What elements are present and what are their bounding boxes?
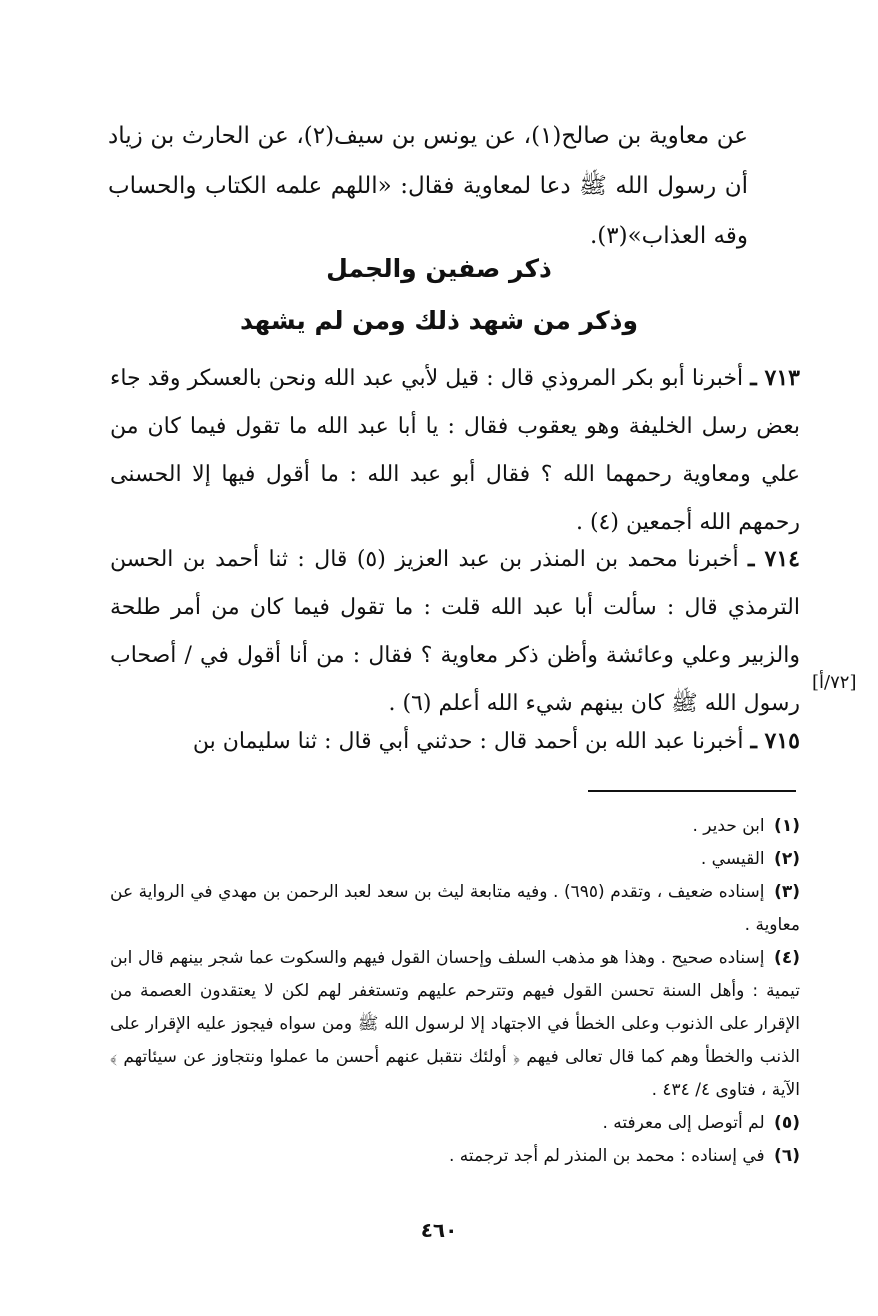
- footnotes: [110, 810, 800, 1173]
- footnote-5: [110, 1107, 800, 1140]
- footnote-text: إسناده صحيح . وهذا هو مذهب السلف وإحسان القول فيهم والسكوت عما شجر بينهم قال ابن تيمية : وأهل السنة تحسن القول فيهم وتترحم عليهم وتستغفر لهم لكن لا يعتقدون العصمة من الإقرار على الذنوب وعلى الخطأ في الاجتهاد إلا لرسول الله ﷺ ومن سواه فيجوز عليه الإقرار على الذنب والخطأ وهم كما قال تعالى فيهم ﴿ أولئك نتقبل عنهم أحسن ما عملوا ونتجاوز عن سيئاتهم ﴾ الآية ، فتاوى ٤/ ٤٣٤ .: [110, 948, 800, 1100]
- hadith-713: [110, 354, 800, 547]
- hadith-number: ٧١٥ ـ: [750, 728, 800, 754]
- hadith-714: [110, 535, 800, 728]
- footnote-text: في إسناده : محمد بن المنذر لم أجد ترجمته .: [448, 1146, 765, 1166]
- hadith-text: أخبرنا عبد الله بن أحمد قال : حدثني أبي قال : ثنا سليمان بن: [192, 729, 744, 754]
- footnote-label: (١): [774, 816, 800, 836]
- intro-paragraph: عن معاوية بن صالح(١)، عن يونس بن سيف(٢)، عن الحارث بن زياد أن رسول الله ﷺ دعا لمعاوية فقال: «اللهم علمه الكتاب والحساب وقه العذاب»(٣).: [108, 123, 749, 249]
- hadith-text: أخبرنا أبو بكر المروذي قال : قيل لأبي عبد الله ونحن بالعسكر وقد جاء بعض رسل الخليفة وهو يعقوب فقال : يا أبا عبد الله ما تقول فيما كان من علي ومعاوية رحمهما الله ؟ فقال أبو عبد الله : ما أقول فيها إلا الحسنى رحمهم الله أجمعين (٤) .: [110, 366, 800, 535]
- footnote-text: إسناده ضعيف ، وتقدم (٦٩٥) . وفيه متابعة ليث بن سعد لعبد الرحمن بن مهدي في الرواية عن معاوية .: [110, 882, 800, 935]
- footnote-label: (٥): [774, 1113, 800, 1133]
- footnote-text: لم أتوصل إلى معرفته .: [602, 1113, 765, 1133]
- footnote-text: ابن حدير .: [692, 816, 765, 836]
- hadith-number: ٧١٤ ـ: [747, 546, 800, 572]
- footnote-text: القيسي .: [700, 849, 765, 869]
- hadith-715: [110, 717, 800, 766]
- footnote-separator: [588, 790, 796, 792]
- section-heading-line-1: ذكر صفين والجمل: [326, 254, 552, 283]
- manuscript-folio-marker: [٧٢/أ]: [812, 672, 857, 693]
- footnote-2: [110, 843, 800, 876]
- footnote-4: [110, 942, 800, 1107]
- footnote-6: [110, 1140, 800, 1173]
- footnote-label: (٢): [774, 849, 800, 869]
- hadith-text: أخبرنا محمد بن المنذر بن عبد العزيز (٥) قال : ثنا أحمد بن الحسن الترمذي قال : سألت أبا عبد الله قلت : ما تقول فيما كان من أمر طلحة والزبير وعلي وعائشة وأظن ذكر معاوية ؟ فقال : من أنا أقول في / أصحاب رسول الله ﷺ كان بينهم شيء الله أعلم (٦) .: [110, 547, 800, 716]
- section-heading-line-2: وذكر من شهد ذلك ومن لم يشهد: [240, 306, 638, 335]
- footnote-3: [110, 876, 800, 942]
- footnote-label: (٦): [774, 1146, 800, 1166]
- footnote-label: (٤): [774, 948, 800, 968]
- footnote-label: (٣): [774, 882, 801, 902]
- hadith-number: ٧١٣ ـ: [750, 365, 800, 391]
- footnote-1: [110, 810, 800, 843]
- page-number: ٤٦٠: [420, 1218, 458, 1242]
